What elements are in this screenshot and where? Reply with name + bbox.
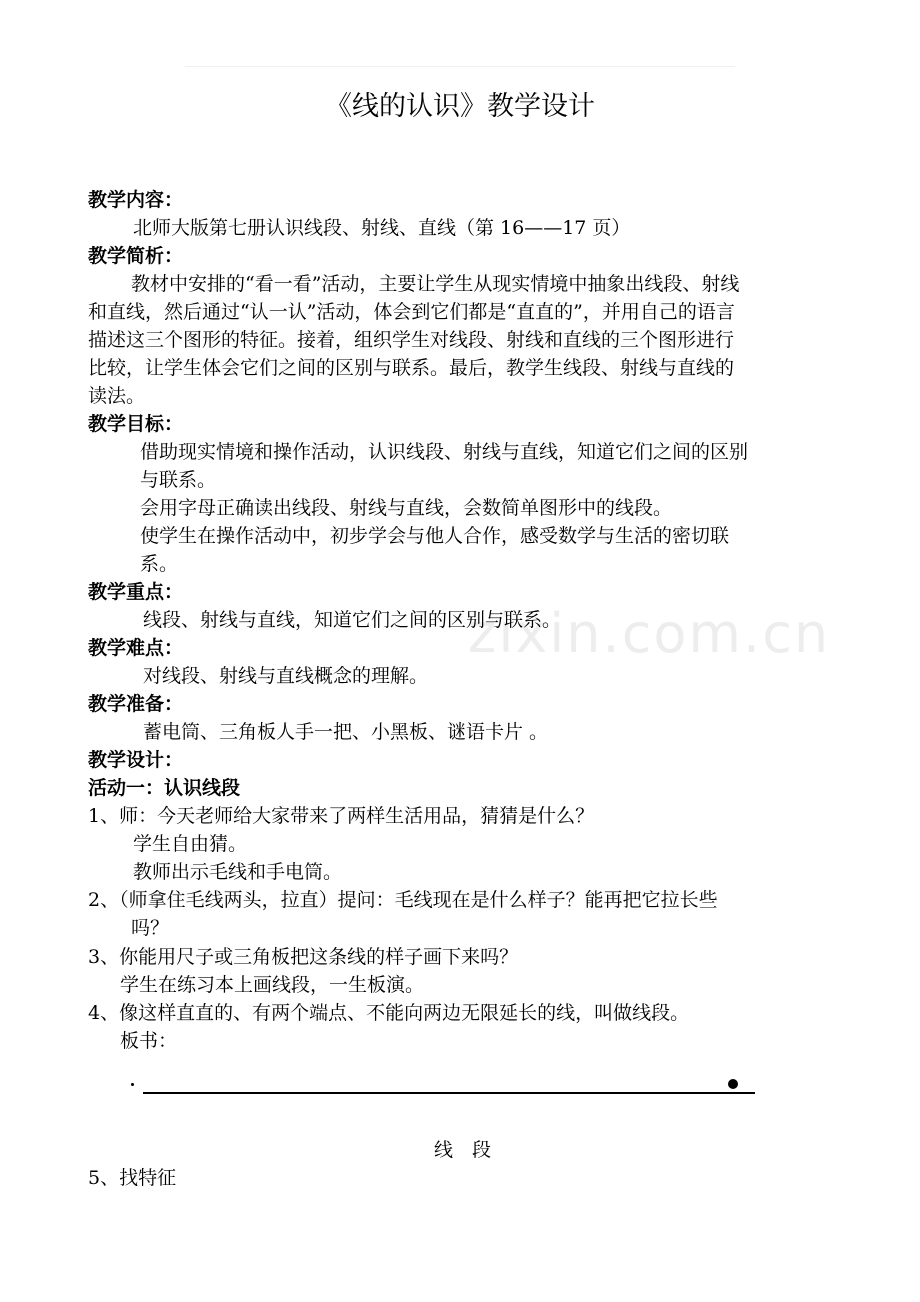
segment-endpoint-left [131, 1083, 134, 1086]
segment-endpoint-right [728, 1079, 738, 1089]
difficulty-text: 对线段、射线与直线概念的理解。 [143, 665, 429, 687]
key-text: 线段、射线与直线，知道它们之间的区别与联系。 [143, 609, 562, 631]
key-heading: 教学重点： [88, 581, 184, 603]
header-rule [185, 66, 735, 67]
step-line: 2、（师拿住毛线两头，拉直）提问：毛线现在是什么样子？能再把它拉长些 [88, 889, 718, 911]
figure-label: 线 段 [434, 1139, 492, 1161]
content-heading: 教学内容： [88, 189, 184, 211]
step-line: 4、像这样直直的、有两个端点、不能向两边无限延长的线，叫做线段。 [88, 1002, 690, 1024]
goal-line: 系。 [140, 553, 179, 575]
prep-heading: 教学准备： [88, 693, 184, 715]
document-title: 《线的认识》教学设计 [325, 91, 595, 122]
difficulty-heading: 教学难点： [88, 637, 184, 659]
step-line: 1、师：今天老师给大家带来了两样生活用品，猜猜是什么？ [88, 805, 595, 827]
analysis-heading: 教学简析： [88, 245, 184, 267]
step-line: 学生自由猜。 [133, 833, 248, 855]
goal-line: 与联系。 [140, 469, 217, 491]
goal-line: 会用字母正确读出线段、射线与直线，会数简单图形中的线段。 [140, 497, 673, 519]
step-line: 3、你能用尺子或三角板把这条线的样子画下来吗？ [88, 946, 519, 968]
prep-text: 蓄电筒、三角板人手一把、小黑板、谜语卡片 。 [143, 721, 549, 743]
goals-heading: 教学目标： [88, 413, 184, 435]
watermark: zixin.com.cn [468, 602, 831, 665]
goal-line: 借助现实情境和操作活动，认识线段、射线与直线，知道它们之间的区别 [140, 441, 749, 463]
line-segment-figure [143, 1092, 755, 1094]
goal-line: 使学生在操作活动中，初步学会与他人合作，感受数学与生活的密切联 [140, 525, 730, 547]
design-heading: 教学设计： [88, 749, 184, 771]
analysis-line: 教材中安排的“看一看”活动，主要让学生从现实情境中抽象出线段、射线 [131, 273, 740, 295]
analysis-line: 描述这三个图形的特征。接着，组织学生对线段、射线和直线的三个图形进行 [88, 329, 735, 351]
content-text: 北师大版第七册认识线段、射线、直线（第 16——17 页） [133, 217, 631, 239]
step-line: 学生在练习本上画线段，一生板演。 [120, 974, 425, 996]
step-line: 教师出示毛线和手电筒。 [133, 861, 343, 883]
activity-heading: 活动一：认识线段 [88, 777, 241, 799]
step-line: 板书： [120, 1030, 178, 1052]
analysis-line: 读法。 [88, 385, 146, 407]
step-line: 5、找特征 [88, 1167, 177, 1189]
analysis-line: 比较，让学生体会它们之间的区别与联系。最后，教学生线段、射线与直线的 [88, 357, 735, 379]
step-line: 吗？ [131, 917, 170, 939]
analysis-line: 和直线，然后通过“认一认”活动，体会到它们都是“直直的”，并用自己的语言 [88, 301, 735, 323]
